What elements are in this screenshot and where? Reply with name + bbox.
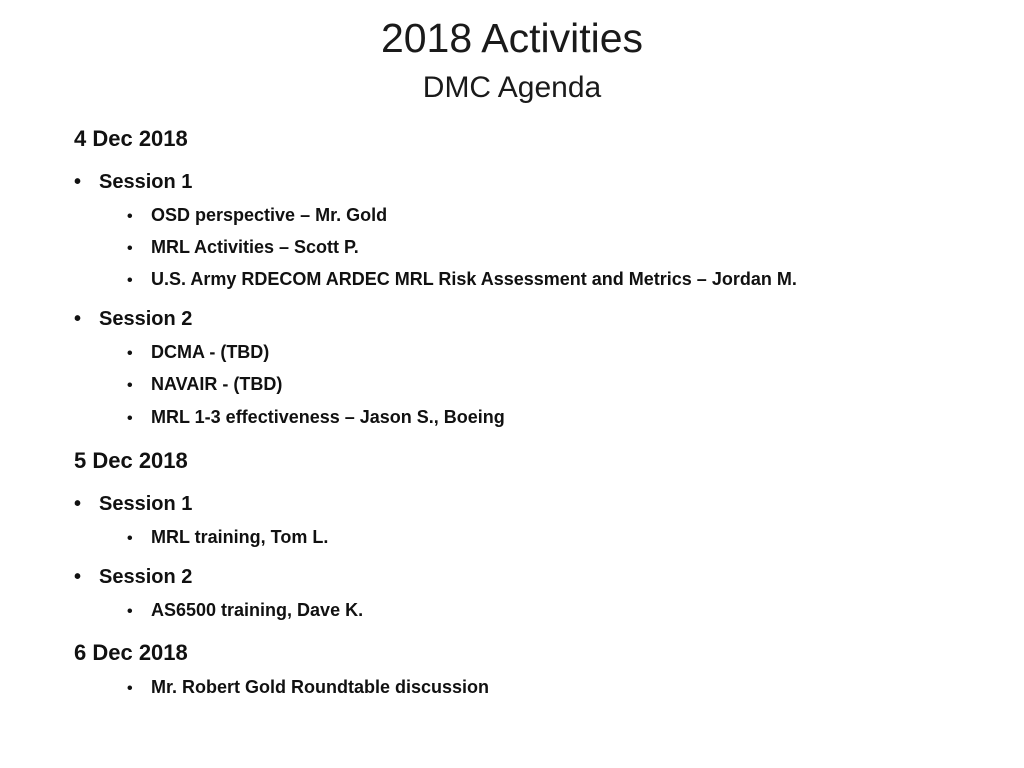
session-label: Session 2 xyxy=(99,566,193,588)
bullet-icon: • xyxy=(127,410,133,427)
bullet-icon: • xyxy=(127,240,133,257)
agenda-item-text: Mr. Robert Gold Roundtable discussion xyxy=(151,677,490,697)
agenda-item-text: NAVAIR - (TBD) xyxy=(151,374,283,394)
day-heading-5-dec: 5 Dec 2018 xyxy=(74,448,188,473)
agenda-item xyxy=(127,599,363,623)
slide-subtitle: DMC Agenda xyxy=(422,71,602,104)
day-heading-6-dec: 6 Dec 2018 xyxy=(74,640,188,665)
bullet-icon: • xyxy=(127,603,133,620)
agenda-item-text: U.S. Army RDECOM ARDEC MRL Risk Assessment and Metrics – Jordan M. xyxy=(151,269,797,289)
bullet-icon: • xyxy=(127,345,133,362)
bullet-icon: • xyxy=(127,680,133,697)
agenda-item-text: DCMA - (TBD) xyxy=(151,342,270,362)
agenda-item xyxy=(127,676,489,700)
agenda-item-text: AS6500 training, Dave K. xyxy=(151,600,364,620)
bullet-icon: • xyxy=(127,208,133,225)
session-label: Session 2 xyxy=(99,308,193,330)
agenda-item xyxy=(127,373,282,397)
bullet-icon: • xyxy=(127,530,133,547)
agenda-item xyxy=(127,406,505,430)
agenda-item xyxy=(127,341,269,365)
day-heading-4-dec: 4 Dec 2018 xyxy=(74,126,188,151)
agenda-item-text: OSD perspective – Mr. Gold xyxy=(151,205,388,225)
bullet-icon: • xyxy=(74,493,82,515)
bullet-icon: • xyxy=(74,308,82,330)
session-heading xyxy=(74,492,192,516)
session-label: Session 1 xyxy=(99,493,193,515)
agenda-item-text: MRL 1-3 effectiveness – Jason S., Boeing xyxy=(151,407,505,427)
bullet-icon: • xyxy=(74,171,82,193)
agenda-item xyxy=(127,268,797,292)
bullet-icon: • xyxy=(74,566,82,588)
agenda-item xyxy=(127,236,359,260)
session-label: Session 1 xyxy=(99,171,193,193)
agenda-item xyxy=(127,526,328,550)
agenda-item-text: MRL training, Tom L. xyxy=(151,527,329,547)
session-heading xyxy=(74,307,192,331)
session-heading xyxy=(74,170,192,194)
agenda-item xyxy=(127,204,387,228)
session-heading xyxy=(74,565,192,589)
bullet-icon: • xyxy=(127,272,133,289)
bullet-icon: • xyxy=(127,377,133,394)
agenda-item-text: MRL Activities – Scott P. xyxy=(151,237,359,257)
slide-title: 2018 Activities xyxy=(380,15,644,61)
